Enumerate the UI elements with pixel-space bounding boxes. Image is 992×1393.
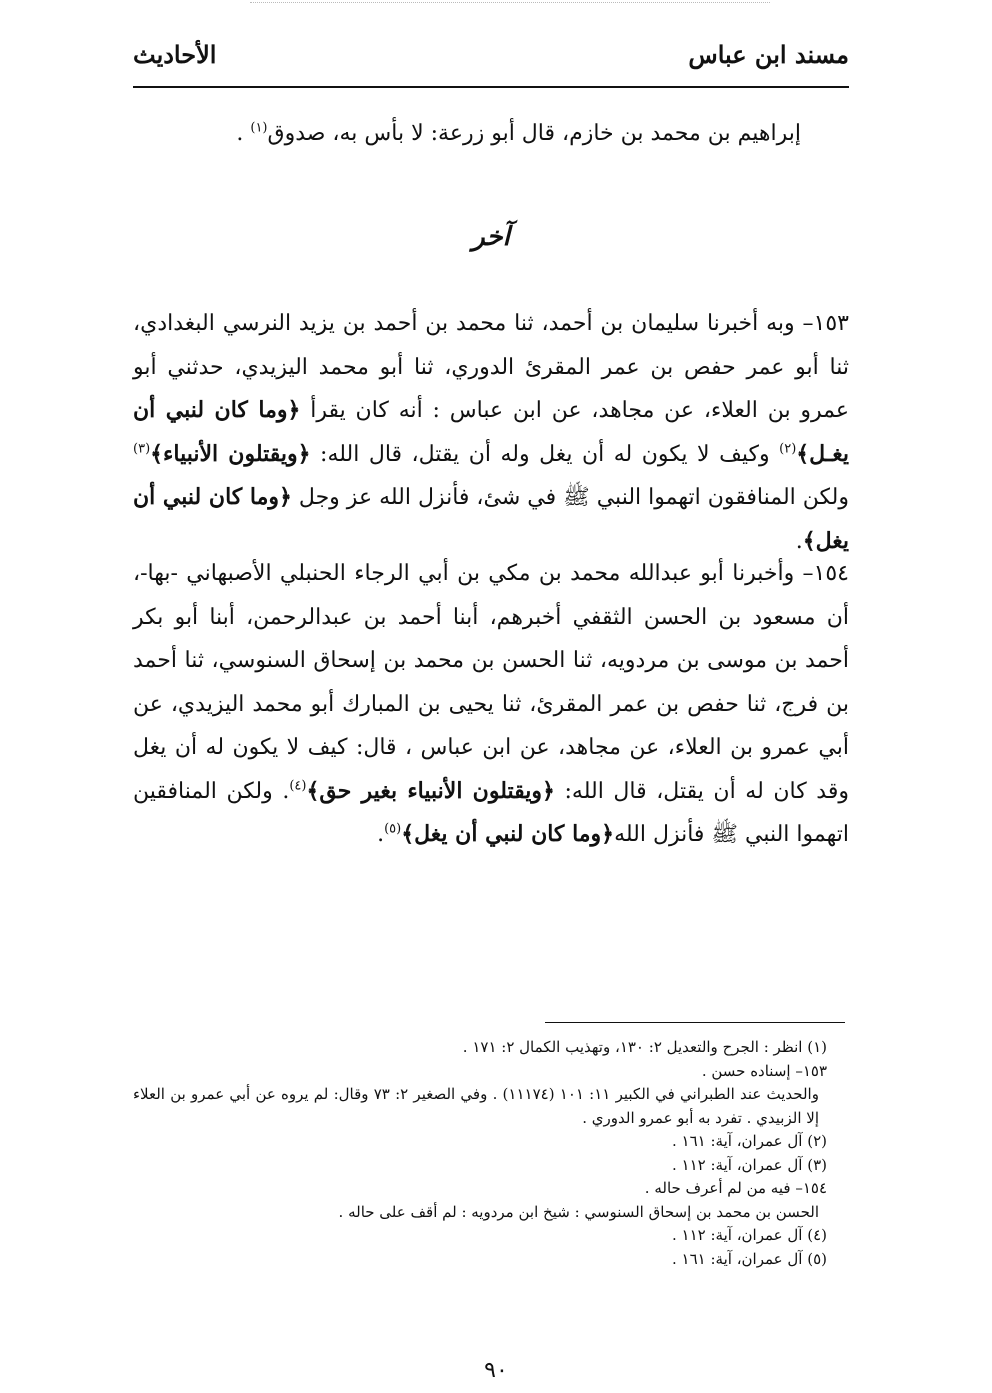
footnote-line: (٣) آل عمران، آية: ١١٢ . [672, 1155, 827, 1174]
footnote-marker-4: (٤) [289, 778, 307, 794]
footnote-marker-2: (٢) [779, 441, 797, 457]
intro-paragraph [133, 112, 849, 156]
footnote-line: الحسن بن محمد بن إسحاق السنوسي : شيخ ابن مردويه : لم أقف على حاله . [338, 1202, 819, 1221]
hadith-153 [133, 302, 849, 563]
quran-quote-5: ﴿وما كان لنبي أن يغل﴾ [401, 821, 615, 847]
section-heading: آخر [472, 222, 510, 252]
footnote-divider [545, 1022, 845, 1023]
quran-quote-2: ﴿ويقتلون الأنبياء﴾ [150, 440, 311, 467]
footnote-marker-3: (٣) [133, 441, 151, 457]
footnote-line: والحديث عند الطبراني في الكبير ١١: ١٠١ (١١١٧٤) . وفي الصغير ٢: ٧٣ وقال: لم يروه عن أبي عمرو بن العلاء إلا الزبيدي . تفرد به أبو عمرو الدوري . [133, 1085, 819, 1127]
hadith-154-end: . [377, 822, 385, 847]
footnote-line: (٢) آل عمران، آية: ١٦١ . [672, 1132, 827, 1150]
quran-quote-1: ﴿وما كان لنبي أن يغـل﴾ [133, 397, 849, 467]
footnote-marker-1: (١) [250, 120, 268, 136]
hadith-153-text-2: وكيف لا يكون له أن يغل وله أن يقتل، قال الله: [310, 441, 780, 467]
page-number: ٩٠ [484, 1358, 508, 1383]
footnote-line: (١) انظر : الجرح والتعديل ٢: ١٣٠، وتهذيب الكمال ٢: ١٧١ . [462, 1038, 827, 1056]
hadith-154 [133, 552, 849, 857]
footnote-line: (٥) آل عمران، آية: ١٦١ . [672, 1249, 827, 1268]
footnotes [133, 1036, 849, 1271]
chapter-title: الأحاديث [133, 40, 217, 69]
header-divider [133, 86, 849, 88]
running-header [133, 34, 849, 84]
intro-text: إبراهيم بن محمد بن خازم، قال أبو زرعة: لا بأس به، صدوق [267, 121, 801, 146]
quran-quote-4: ﴿ويقتلون الأنبياء بغير حق﴾ [306, 777, 555, 804]
scan-artifact [250, 2, 770, 6]
hadith-154-text-1: ١٥٤– وأخبرنا أبو عبدالله محمد بن مكي بن أبي الرجاء الحنبلي الأصبهاني -بها-، أن مسعود بن الحسن الثقفي أخبرهم، أبنا أحمد بن عبدالرحمن، أبنا أبو بكر أحمد بن موسى بن مردويه، ثنا الحسن بن محمد بن إسحاق السنوسي، ثنا أحمد بن فرج، ثنا حفص بن عمر المقرئ، ثنا يحيى بن المبارك أبو محمد اليزيدي، عن أبي عمرو بن العلاء، عن مجاهد، عن ابن عباس ، قال: كيف لا يكون له أن يغل وقد كان له أن يقتل، قال الله: [133, 561, 849, 804]
footnote-marker-5: (٥) [384, 821, 402, 837]
book-title: مسند ابن عباس [688, 40, 849, 69]
hadith-154-text-2: . ولكن المنافقين اتهموا النبي ﷺ فأنزل الله [133, 778, 849, 847]
hadith-153-text-3: ولكن المنافقون اتهموا النبي ﷺ في شئ، فأنزل الله عز وجل [291, 485, 849, 510]
intro-end: . [236, 121, 251, 146]
footnote-line: ١٥٤– فيه من لم أعرف حاله . [644, 1179, 827, 1197]
footnote-line: ١٥٣– إسناده حسن . [701, 1061, 827, 1080]
hadith-153-end: . [795, 528, 803, 554]
footnote-line: (٤) آل عمران، آية: ١١٢ . [672, 1226, 827, 1244]
quran-quote-3: ﴿وما كان لنبي أن يغل﴾ [133, 484, 849, 554]
hadith-153-text-1: ١٥٣– وبه أخبرنا سليمان بن أحمد، ثنا محمد بن أحمد بن يزيد النرسي البغدادي، ثنا أبو عمر حفص بن عمر المقرئ الدوري، ثنا أبو محمد اليزيدي، حدثني أبو عمرو بن العلاء، عن مجاهد، عن ابن عباس : أنه كان يقرأ [133, 311, 849, 423]
